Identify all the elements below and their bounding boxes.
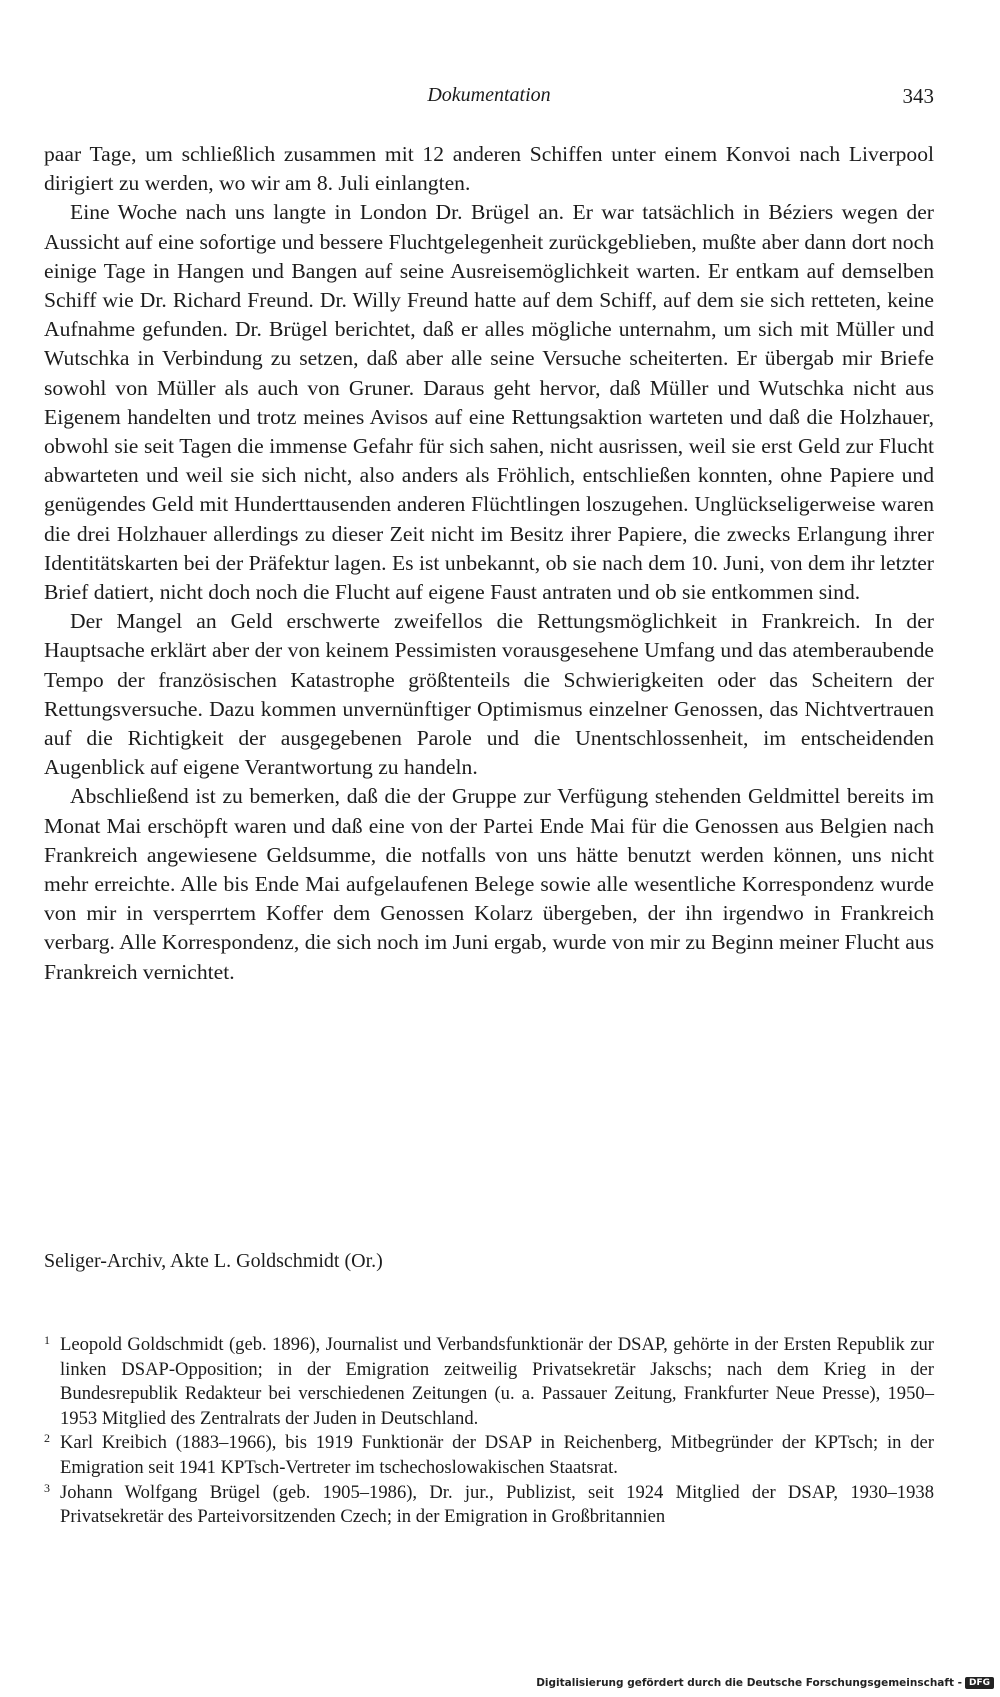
footnote-text: Leopold Goldschmidt (geb. 1896), Journalist und Verbandsfunktionär der DSAP, gehörte in der Ersten Republik zur linken DSAP-Opposition; in der Emigration zeitweilig Privatsekretär Jakschs; nach dem Krieg in der Bundesrepublik Redakteur bei verschiedenen Zeitungen (u. a. Passauer Zeitung, Frankfurter Neue Presse), 1950–1953 Mitglied des Zentralrats der Juden in Deutschland. [60, 1334, 934, 1429]
footnote-text: Karl Kreibich (1883–1966), bis 1919 Funktionär der DSAP in Reichenberg, Mitbegründer der KPTsch; in der Emigration seit 1941 KPTsch-Vertreter im tschechoslowakischen Staatsrat. [60, 1432, 934, 1478]
page-number: 343 [902, 84, 934, 108]
digitization-banner [536, 1677, 994, 1689]
paragraph: Abschließend ist zu bemerken, daß die der Gruppe zur Verfügung stehenden Geldmittel bereits im Monat Mai erschöpft waren und daß eine von der Partei Ende Mai für die Genossen aus Belgien nach Frankreich angewiesene Geldsumme, die notfalls von uns hätte benutzt werden können, uns nicht mehr erreichte. Alle bis Ende Mai aufgelaufenen Belege sowie alle wesentliche Korrespondenz wurde von mir in versperrtem Koffer dem Genossen Kolarz übergeben, der ihn irgendwo in Frankreich verbarg. Alle Korrespondenz, die sich noch im Juni ergab, wurde von mir zu Beginn meiner Flucht aus Frankreich vernichtet. [44, 784, 934, 984]
page-header [44, 82, 934, 112]
footnote-text: Johann Wolfgang Brügel (geb. 1905–1986), Dr. jur., Publizist, seit 1924 Mitglied der DSAP, 1930–1938 Privatsekretär des Parteivorsitzenden Czech; in der Emigration in Großbritannien [60, 1481, 934, 1528]
footnote [44, 1481, 934, 1530]
paragraph: paar Tage, um schließlich zusammen mit 12 anderen Schiffen unter einem Konvoi nach Liverpool dirigiert zu werden, wo wir am 8. Juli einlangten. [44, 142, 934, 196]
paragraph: Eine Woche nach uns langte in London Dr. Brügel an. Er war tatsächlich in Béziers wegen der Aussicht auf eine sofortige und bessere Fluchtgelegenheit zurückgeblieben, mußte aber dann dort noch einige Tage in Hangen und Bangen auf seine Ausreisemöglichkeit warten. Er entkam auf demselben Schiff wie Dr. Richard Freund. Dr. Willy Freund hatte auf dem Schiff, auf dem sie sich retteten, keine Aufnahme gefunden. Dr. Brügel berichtet, daß er alles mögliche unternahm, um sich mit Müller und Wutschka in Verbindung zu setzen, daß aber alle seine Versuche scheiterten. Er übergab mir Briefe sowohl von Müller als auch von Gruner. Daraus geht hervor, daß Müller und Wutschka nicht aus Eigenem handelten und trotz meines Avisos auf eine Rettungsaktion warteten und daß die Holzhauer, obwohl sie seit Tagen die immense Gefahr für sich sahen, nicht ausrissen, weil sie erst Geld zur Flucht abwarteten und weil sie sich nicht, also anders als Fröhlich, entschließen konnten, ohne Papiere und genügendes Geld mit Hunderttausenden anderen Flüchtlingen loszugehen. Unglückseligerweise waren die drei Holzhauer allerdings zu dieser Zeit nicht im Besitz ihrer Papiere, die zwecks Erlangung ihrer Identitätskarten bei der Präfektur lagen. Es ist unbekannt, ob sie nach dem 10. Juni, von dem ihr letzter Brief datiert, nicht doch noch die Flucht auf eigene Faust antraten und ob sie entkommen sind. [44, 200, 934, 605]
body-text [44, 140, 934, 987]
banner-text: Digitalisierung gefördert durch die Deutsche Forschungsgemeinschaft - [536, 1677, 962, 1689]
footnote [44, 1431, 934, 1480]
footnote-mark: 1 [44, 1333, 50, 1347]
footnotes [44, 1333, 934, 1530]
paragraph: Der Mangel an Geld erschwerte zweifellos die Rettungsmöglichkeit in Frankreich. In der Hauptsache erklärt aber der von keinem Pessimisten vorausgesehene Umfang und das atemberaubende Tempo der französischen Katastrophe größtenteils die Schwierigkeiten oder das Scheitern der Rettungsversuche. Dazu kommen unvernünftiger Optimismus einzelner Genossen, das Nichtvertrauen auf die Richtigkeit der ausgegebenen Parole und die Unentschlossenheit, im entscheidenden Augenblick auf eigene Verantwortung zu handeln. [44, 609, 934, 780]
source-note: Seliger-Archiv, Akte L. Goldschmidt (Or.) [44, 1250, 383, 1272]
footnote [44, 1333, 934, 1431]
running-title: Dokumentation [427, 84, 551, 106]
dfg-logo-icon: DFG [965, 1677, 994, 1689]
footnote-mark: 2 [44, 1431, 50, 1446]
footnote-mark: 3 [44, 1480, 50, 1495]
